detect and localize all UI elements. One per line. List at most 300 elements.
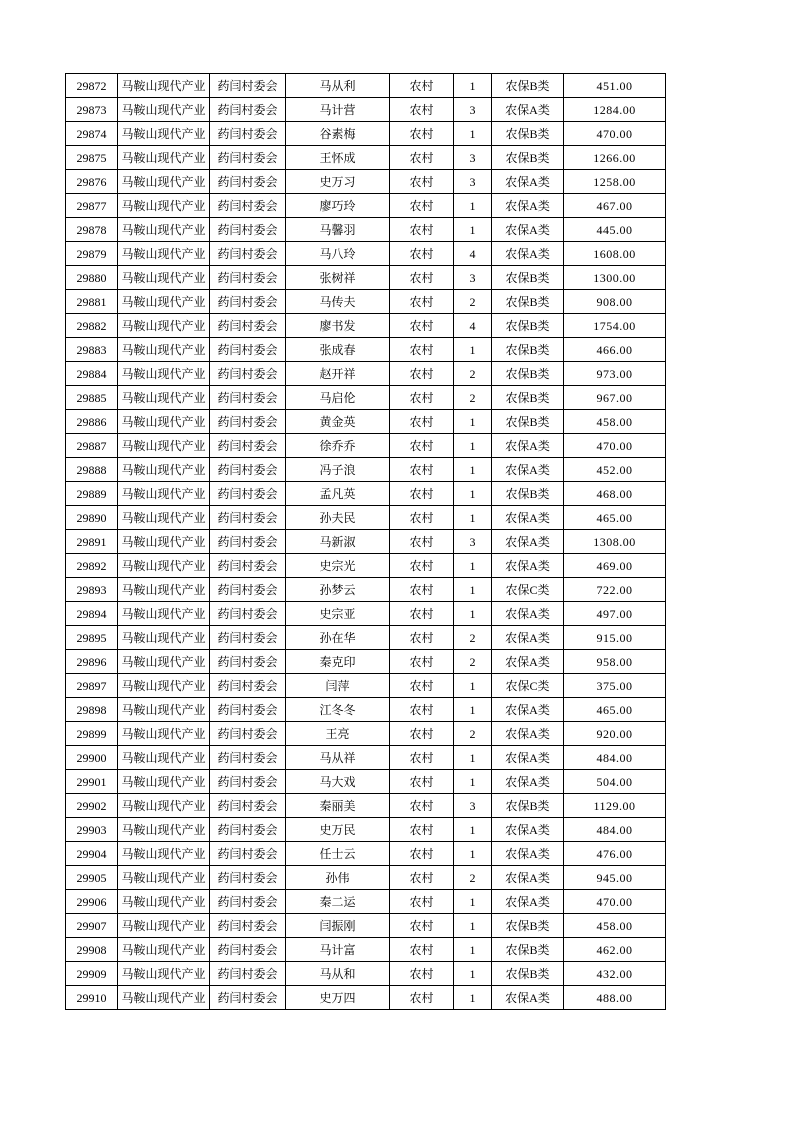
cell-name: 马八玲	[286, 242, 390, 266]
cell-id: 29910	[66, 986, 118, 1010]
cell-count: 3	[454, 98, 492, 122]
cell-village: 药闫村委会	[210, 890, 286, 914]
cell-village: 药闫村委会	[210, 914, 286, 938]
cell-name: 史宗光	[286, 554, 390, 578]
cell-amount: 462.00	[564, 938, 666, 962]
cell-count: 1	[454, 410, 492, 434]
cell-name: 王怀成	[286, 146, 390, 170]
cell-name: 闫萍	[286, 674, 390, 698]
cell-id: 29898	[66, 698, 118, 722]
cell-name: 马馨羽	[286, 218, 390, 242]
table-row	[66, 242, 666, 266]
cell-amount: 469.00	[564, 554, 666, 578]
cell-category: 农保A类	[492, 770, 564, 794]
cell-amount: 973.00	[564, 362, 666, 386]
cell-count: 1	[454, 578, 492, 602]
cell-park: 马鞍山现代产业	[118, 650, 210, 674]
table-row	[66, 98, 666, 122]
cell-name: 孙梦云	[286, 578, 390, 602]
cell-type: 农村	[390, 650, 454, 674]
cell-category: 农保A类	[492, 218, 564, 242]
cell-park: 马鞍山现代产业	[118, 506, 210, 530]
cell-name: 王亮	[286, 722, 390, 746]
cell-park: 马鞍山现代产业	[118, 818, 210, 842]
cell-amount: 1300.00	[564, 266, 666, 290]
cell-name: 孙在华	[286, 626, 390, 650]
cell-id: 29885	[66, 386, 118, 410]
cell-count: 3	[454, 170, 492, 194]
cell-park: 马鞍山现代产业	[118, 410, 210, 434]
document-page	[65, 73, 666, 1010]
cell-amount: 967.00	[564, 386, 666, 410]
cell-amount: 465.00	[564, 698, 666, 722]
cell-type: 农村	[390, 338, 454, 362]
cell-amount: 451.00	[564, 74, 666, 98]
cell-park: 马鞍山现代产业	[118, 530, 210, 554]
cell-amount: 458.00	[564, 410, 666, 434]
cell-village: 药闫村委会	[210, 554, 286, 578]
cell-id: 29874	[66, 122, 118, 146]
cell-village: 药闫村委会	[210, 386, 286, 410]
cell-village: 药闫村委会	[210, 650, 286, 674]
cell-type: 农村	[390, 458, 454, 482]
cell-category: 农保B类	[492, 410, 564, 434]
cell-type: 农村	[390, 770, 454, 794]
cell-type: 农村	[390, 314, 454, 338]
cell-category: 农保B类	[492, 146, 564, 170]
cell-name: 马大戏	[286, 770, 390, 794]
cell-count: 1	[454, 338, 492, 362]
cell-park: 马鞍山现代产业	[118, 170, 210, 194]
cell-count: 2	[454, 362, 492, 386]
cell-amount: 484.00	[564, 818, 666, 842]
cell-village: 药闫村委会	[210, 842, 286, 866]
cell-id: 29904	[66, 842, 118, 866]
cell-name: 秦二运	[286, 890, 390, 914]
cell-village: 药闫村委会	[210, 290, 286, 314]
cell-count: 1	[454, 746, 492, 770]
table-row	[66, 434, 666, 458]
records-table	[65, 73, 666, 1010]
cell-count: 2	[454, 626, 492, 650]
cell-village: 药闫村委会	[210, 626, 286, 650]
cell-type: 农村	[390, 122, 454, 146]
cell-park: 马鞍山现代产业	[118, 914, 210, 938]
cell-id: 29894	[66, 602, 118, 626]
cell-amount: 958.00	[564, 650, 666, 674]
cell-park: 马鞍山现代产业	[118, 122, 210, 146]
cell-category: 农保B类	[492, 482, 564, 506]
cell-id: 29909	[66, 962, 118, 986]
cell-name: 秦克印	[286, 650, 390, 674]
cell-count: 4	[454, 242, 492, 266]
cell-name: 孟凡英	[286, 482, 390, 506]
cell-park: 马鞍山现代产业	[118, 842, 210, 866]
cell-type: 农村	[390, 146, 454, 170]
table-body	[66, 74, 666, 1010]
cell-park: 马鞍山现代产业	[118, 554, 210, 578]
cell-count: 2	[454, 650, 492, 674]
cell-category: 农保A类	[492, 554, 564, 578]
cell-id: 29893	[66, 578, 118, 602]
cell-id: 29872	[66, 74, 118, 98]
table-row	[66, 122, 666, 146]
cell-park: 马鞍山现代产业	[118, 98, 210, 122]
cell-amount: 467.00	[564, 194, 666, 218]
cell-name: 马从祥	[286, 746, 390, 770]
cell-village: 药闫村委会	[210, 170, 286, 194]
cell-name: 廖巧玲	[286, 194, 390, 218]
cell-amount: 1284.00	[564, 98, 666, 122]
table-row	[66, 530, 666, 554]
cell-park: 马鞍山现代产业	[118, 362, 210, 386]
cell-village: 药闫村委会	[210, 218, 286, 242]
cell-amount: 465.00	[564, 506, 666, 530]
cell-category: 农保C类	[492, 578, 564, 602]
cell-amount: 476.00	[564, 842, 666, 866]
cell-type: 农村	[390, 794, 454, 818]
table-row	[66, 338, 666, 362]
cell-type: 农村	[390, 218, 454, 242]
table-row	[66, 458, 666, 482]
cell-village: 药闫村委会	[210, 746, 286, 770]
table-row	[66, 626, 666, 650]
cell-amount: 497.00	[564, 602, 666, 626]
table-row	[66, 746, 666, 770]
cell-village: 药闫村委会	[210, 818, 286, 842]
table-row	[66, 266, 666, 290]
cell-village: 药闫村委会	[210, 314, 286, 338]
cell-id: 29900	[66, 746, 118, 770]
cell-count: 2	[454, 290, 492, 314]
cell-village: 药闫村委会	[210, 578, 286, 602]
cell-id: 29889	[66, 482, 118, 506]
cell-id: 29883	[66, 338, 118, 362]
cell-category: 农保B类	[492, 962, 564, 986]
cell-id: 29876	[66, 170, 118, 194]
cell-id: 29888	[66, 458, 118, 482]
cell-village: 药闫村委会	[210, 434, 286, 458]
cell-type: 农村	[390, 578, 454, 602]
cell-type: 农村	[390, 602, 454, 626]
cell-id: 29906	[66, 890, 118, 914]
cell-id: 29895	[66, 626, 118, 650]
cell-park: 马鞍山现代产业	[118, 434, 210, 458]
cell-count: 1	[454, 818, 492, 842]
table-row	[66, 194, 666, 218]
cell-amount: 1754.00	[564, 314, 666, 338]
cell-type: 农村	[390, 362, 454, 386]
cell-id: 29903	[66, 818, 118, 842]
cell-name: 江冬冬	[286, 698, 390, 722]
cell-village: 药闫村委会	[210, 482, 286, 506]
cell-id: 29905	[66, 866, 118, 890]
cell-village: 药闫村委会	[210, 410, 286, 434]
cell-amount: 504.00	[564, 770, 666, 794]
cell-count: 1	[454, 674, 492, 698]
cell-village: 药闫村委会	[210, 362, 286, 386]
cell-park: 马鞍山现代产业	[118, 986, 210, 1010]
cell-type: 农村	[390, 722, 454, 746]
cell-count: 1	[454, 770, 492, 794]
cell-name: 马传夫	[286, 290, 390, 314]
cell-type: 农村	[390, 266, 454, 290]
cell-name: 闫振刚	[286, 914, 390, 938]
cell-amount: 470.00	[564, 434, 666, 458]
cell-amount: 375.00	[564, 674, 666, 698]
table-row	[66, 482, 666, 506]
cell-count: 1	[454, 554, 492, 578]
table-row	[66, 218, 666, 242]
table-row	[66, 410, 666, 434]
cell-type: 农村	[390, 482, 454, 506]
cell-name: 冯子浪	[286, 458, 390, 482]
cell-park: 马鞍山现代产业	[118, 146, 210, 170]
cell-park: 马鞍山现代产业	[118, 962, 210, 986]
cell-type: 农村	[390, 74, 454, 98]
cell-name: 史万民	[286, 818, 390, 842]
cell-category: 农保A类	[492, 170, 564, 194]
cell-park: 马鞍山现代产业	[118, 890, 210, 914]
cell-amount: 945.00	[564, 866, 666, 890]
cell-type: 农村	[390, 170, 454, 194]
cell-village: 药闫村委会	[210, 530, 286, 554]
cell-category: 农保A类	[492, 890, 564, 914]
table-row	[66, 962, 666, 986]
cell-village: 药闫村委会	[210, 962, 286, 986]
table-row	[66, 314, 666, 338]
cell-park: 马鞍山现代产业	[118, 338, 210, 362]
cell-category: 农保A类	[492, 458, 564, 482]
cell-id: 29891	[66, 530, 118, 554]
cell-type: 农村	[390, 674, 454, 698]
cell-id: 29873	[66, 98, 118, 122]
cell-amount: 468.00	[564, 482, 666, 506]
cell-park: 马鞍山现代产业	[118, 746, 210, 770]
cell-amount: 1608.00	[564, 242, 666, 266]
cell-name: 黄金英	[286, 410, 390, 434]
cell-type: 农村	[390, 698, 454, 722]
cell-village: 药闫村委会	[210, 602, 286, 626]
cell-park: 马鞍山现代产业	[118, 314, 210, 338]
cell-type: 农村	[390, 938, 454, 962]
cell-id: 29901	[66, 770, 118, 794]
cell-type: 农村	[390, 866, 454, 890]
cell-name: 史万习	[286, 170, 390, 194]
cell-park: 马鞍山现代产业	[118, 938, 210, 962]
table-row	[66, 290, 666, 314]
cell-park: 马鞍山现代产业	[118, 794, 210, 818]
cell-park: 马鞍山现代产业	[118, 770, 210, 794]
table-row	[66, 842, 666, 866]
cell-name: 马计富	[286, 938, 390, 962]
cell-type: 农村	[390, 986, 454, 1010]
cell-park: 马鞍山现代产业	[118, 74, 210, 98]
cell-category: 农保A类	[492, 986, 564, 1010]
cell-amount: 1266.00	[564, 146, 666, 170]
cell-name: 马从和	[286, 962, 390, 986]
cell-amount: 915.00	[564, 626, 666, 650]
cell-id: 29907	[66, 914, 118, 938]
cell-count: 1	[454, 122, 492, 146]
cell-village: 药闫村委会	[210, 98, 286, 122]
cell-id: 29897	[66, 674, 118, 698]
cell-park: 马鞍山现代产业	[118, 218, 210, 242]
cell-park: 马鞍山现代产业	[118, 866, 210, 890]
cell-amount: 722.00	[564, 578, 666, 602]
cell-type: 农村	[390, 434, 454, 458]
cell-category: 农保A类	[492, 506, 564, 530]
cell-count: 3	[454, 794, 492, 818]
cell-count: 3	[454, 146, 492, 170]
table-row	[66, 722, 666, 746]
cell-type: 农村	[390, 194, 454, 218]
cell-count: 1	[454, 602, 492, 626]
cell-count: 1	[454, 458, 492, 482]
cell-count: 1	[454, 986, 492, 1010]
cell-count: 1	[454, 74, 492, 98]
cell-village: 药闫村委会	[210, 194, 286, 218]
cell-id: 29879	[66, 242, 118, 266]
cell-amount: 445.00	[564, 218, 666, 242]
table-row	[66, 578, 666, 602]
cell-village: 药闫村委会	[210, 986, 286, 1010]
table-row	[66, 866, 666, 890]
table-row	[66, 794, 666, 818]
cell-amount: 432.00	[564, 962, 666, 986]
cell-id: 29875	[66, 146, 118, 170]
cell-id: 29890	[66, 506, 118, 530]
cell-count: 4	[454, 314, 492, 338]
cell-village: 药闫村委会	[210, 722, 286, 746]
cell-category: 农保A类	[492, 722, 564, 746]
cell-type: 农村	[390, 626, 454, 650]
cell-park: 马鞍山现代产业	[118, 482, 210, 506]
cell-name: 秦丽美	[286, 794, 390, 818]
cell-park: 马鞍山现代产业	[118, 290, 210, 314]
cell-amount: 466.00	[564, 338, 666, 362]
cell-category: 农保A类	[492, 650, 564, 674]
cell-amount: 452.00	[564, 458, 666, 482]
cell-category: 农保B类	[492, 938, 564, 962]
cell-count: 1	[454, 914, 492, 938]
cell-park: 马鞍山现代产业	[118, 602, 210, 626]
cell-category: 农保B类	[492, 362, 564, 386]
cell-village: 药闫村委会	[210, 266, 286, 290]
cell-park: 马鞍山现代产业	[118, 386, 210, 410]
cell-type: 农村	[390, 818, 454, 842]
cell-type: 农村	[390, 290, 454, 314]
cell-count: 1	[454, 890, 492, 914]
cell-amount: 488.00	[564, 986, 666, 1010]
table-row	[66, 818, 666, 842]
cell-name: 廖书发	[286, 314, 390, 338]
cell-count: 1	[454, 842, 492, 866]
table-row	[66, 674, 666, 698]
cell-id: 29877	[66, 194, 118, 218]
cell-category: 农保B类	[492, 122, 564, 146]
cell-category: 农保B类	[492, 266, 564, 290]
cell-count: 1	[454, 482, 492, 506]
cell-count: 2	[454, 386, 492, 410]
cell-category: 农保A类	[492, 866, 564, 890]
cell-category: 农保B类	[492, 74, 564, 98]
cell-village: 药闫村委会	[210, 242, 286, 266]
cell-village: 药闫村委会	[210, 674, 286, 698]
cell-amount: 908.00	[564, 290, 666, 314]
cell-category: 农保B类	[492, 314, 564, 338]
cell-type: 农村	[390, 530, 454, 554]
table-row	[66, 170, 666, 194]
cell-count: 1	[454, 434, 492, 458]
cell-village: 药闫村委会	[210, 458, 286, 482]
cell-type: 农村	[390, 242, 454, 266]
cell-category: 农保B类	[492, 290, 564, 314]
cell-id: 29892	[66, 554, 118, 578]
cell-name: 张成春	[286, 338, 390, 362]
cell-name: 张树祥	[286, 266, 390, 290]
cell-id: 29896	[66, 650, 118, 674]
cell-name: 任士云	[286, 842, 390, 866]
cell-count: 1	[454, 698, 492, 722]
cell-park: 马鞍山现代产业	[118, 698, 210, 722]
cell-id: 29878	[66, 218, 118, 242]
cell-park: 马鞍山现代产业	[118, 458, 210, 482]
cell-name: 马新淑	[286, 530, 390, 554]
cell-category: 农保A类	[492, 530, 564, 554]
cell-count: 1	[454, 506, 492, 530]
cell-amount: 470.00	[564, 122, 666, 146]
cell-village: 药闫村委会	[210, 338, 286, 362]
cell-category: 农保A类	[492, 602, 564, 626]
cell-amount: 920.00	[564, 722, 666, 746]
cell-category: 农保A类	[492, 746, 564, 770]
cell-id: 29881	[66, 290, 118, 314]
table-row	[66, 770, 666, 794]
cell-amount: 470.00	[564, 890, 666, 914]
cell-category: 农保A类	[492, 842, 564, 866]
cell-park: 马鞍山现代产业	[118, 242, 210, 266]
cell-type: 农村	[390, 98, 454, 122]
cell-amount: 1258.00	[564, 170, 666, 194]
cell-category: 农保B类	[492, 794, 564, 818]
cell-id: 29886	[66, 410, 118, 434]
cell-name: 谷素梅	[286, 122, 390, 146]
cell-amount: 1129.00	[564, 794, 666, 818]
cell-park: 马鞍山现代产业	[118, 578, 210, 602]
table-row	[66, 890, 666, 914]
cell-name: 史宗亚	[286, 602, 390, 626]
table-row	[66, 146, 666, 170]
cell-id: 29908	[66, 938, 118, 962]
table-row	[66, 74, 666, 98]
cell-village: 药闫村委会	[210, 938, 286, 962]
cell-park: 马鞍山现代产业	[118, 722, 210, 746]
cell-id: 29882	[66, 314, 118, 338]
cell-category: 农保B类	[492, 914, 564, 938]
cell-category: 农保A类	[492, 434, 564, 458]
table-row	[66, 986, 666, 1010]
cell-type: 农村	[390, 962, 454, 986]
cell-count: 3	[454, 266, 492, 290]
table-row	[66, 506, 666, 530]
cell-amount: 1308.00	[564, 530, 666, 554]
table-row	[66, 554, 666, 578]
cell-count: 1	[454, 218, 492, 242]
cell-name: 马启伦	[286, 386, 390, 410]
cell-type: 农村	[390, 842, 454, 866]
table-row	[66, 386, 666, 410]
